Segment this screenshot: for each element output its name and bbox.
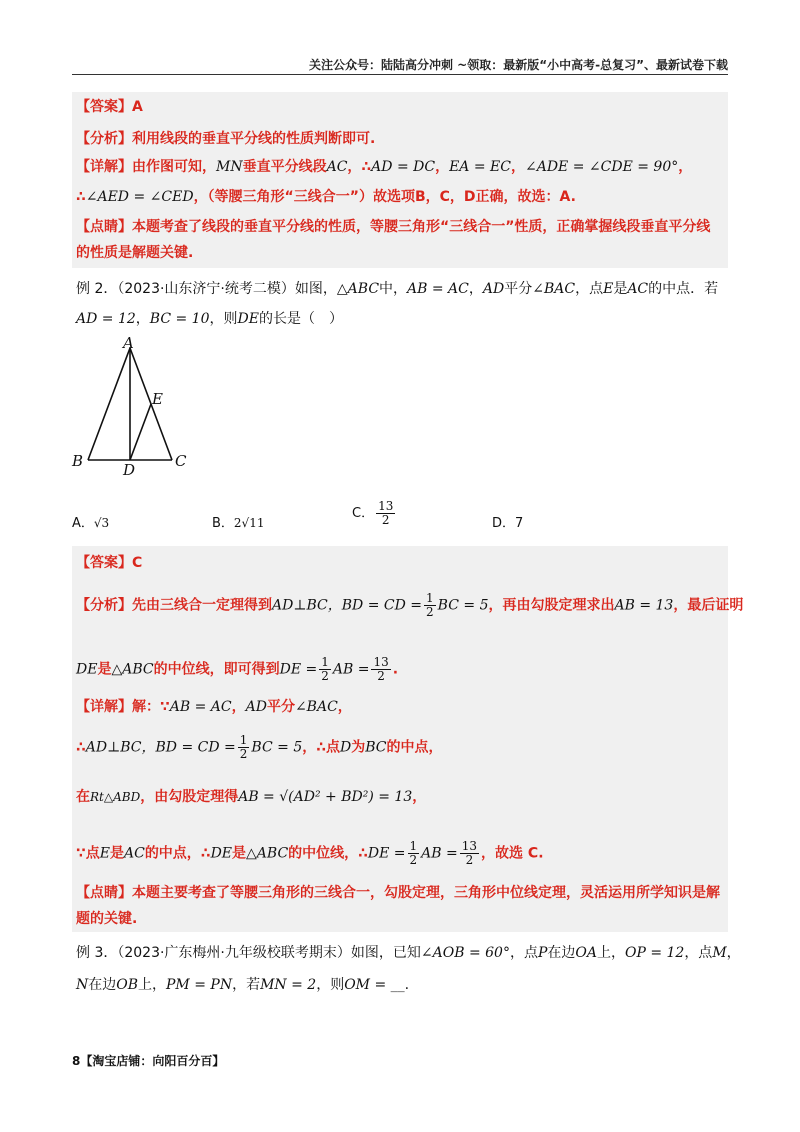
analysis-line-1: 【分析】利用线段的垂直平分线的性质判断即可. (76, 131, 376, 147)
analysis-line-2b: DE是△ABC的中位线，即可得到DE = $\frac{1}{2}$ AB = $\frac{13}{2}$ . (76, 655, 399, 683)
segment-de (130, 404, 151, 460)
comment-line-1a: 【点睛】本题考查了线段的垂直平分线的性质，等腰三角形“三线合一”性质，正确掌握线段垂直平分线 (76, 219, 711, 235)
comment-line-2b: 题的关键. (76, 911, 138, 927)
comment-line-1b: 的性质是解题关键. (76, 245, 194, 261)
vertex-label-d: D (123, 461, 136, 476)
detail-line-1b: ∴∠AED = ∠CED，（等腰三角形“三线合一”）故选项B，C，D正确，故选：A. (76, 189, 576, 205)
vertex-label-b: B (72, 452, 84, 470)
detail-line-2b: ∴AD⊥BC，BD = CD = $\frac{1}{2}$ BC = 5，∴点D为BC的中点， (76, 733, 443, 761)
triangle-figure (70, 336, 200, 476)
answer-line-2: 【答案】C (76, 555, 143, 571)
detail-line-2d: ∵点E是AC的中点，∴DE是△ABC的中位线，∴DE = $\frac{1}{2}$ AB = $\frac{13}{2}$ ，故选 C. (76, 839, 544, 867)
header-rule (72, 74, 728, 75)
segment-ab (88, 348, 130, 460)
detail-line-1a: 【详解】由作图可知，MN垂直平分线段AC，∴AD = DC，EA = EC，∠ADE = ∠CDE = 90°， (76, 159, 693, 175)
option-b[interactable]: B．2√11 (212, 516, 265, 531)
option-c[interactable]: C． $\frac{13}{2}$ (352, 499, 394, 527)
vertex-label-e: E (152, 390, 163, 408)
detail-line-2a: 【详解】解：∵AB = AC，AD平分∠BAC， (76, 699, 352, 715)
option-d[interactable]: D．7 (492, 516, 524, 531)
example-3-line-2: N在边OB上，PM = PN，若MN = 2，则OM = __. (76, 977, 410, 993)
page-header: 关注公众号：陆陆高分冲刺 ~领取：最新版“小中高考-总复习”、最新试卷下载 (309, 58, 728, 72)
vertex-label-c: C (175, 452, 187, 470)
detail-line-2c: 在Rt△ABD，由勾股定理得AB = √(AD² + BD²) = 13， (76, 789, 427, 805)
analysis-line-2a: 【分析】先由三线合一定理得到AD⊥BC，BD = CD = $\frac{1}{2}$ BC = 5，再由勾股定理求出AB = 13，最后证明 (76, 591, 744, 619)
example-2-line-1: 例 2．（2023·山东济宁·统考二模）如图，△ABC中，AB = AC，AD平分∠BAC，点E是AC的中点．若 (76, 281, 719, 297)
example-2-line-2: AD = 12，BC = 10，则DE的长是（ ） (76, 311, 343, 327)
option-a[interactable]: A．√3 (72, 516, 110, 531)
example-3-line-1: 例 3．（2023·广东梅州·九年级校联考期末）如图，已知∠AOB = 60°，点P在边OA上，OP = 12，点M， (76, 945, 741, 961)
page-footer: 8【淘宝店铺：向阳百分百】 (72, 1054, 225, 1068)
comment-line-2a: 【点睛】本题主要考查了等腰三角形的三线合一，勾股定理，三角形中位线定理，灵活运用所学知识是解 (76, 885, 720, 901)
vertex-label-a: A (123, 336, 134, 352)
answer-line-1: 【答案】A (76, 99, 143, 115)
